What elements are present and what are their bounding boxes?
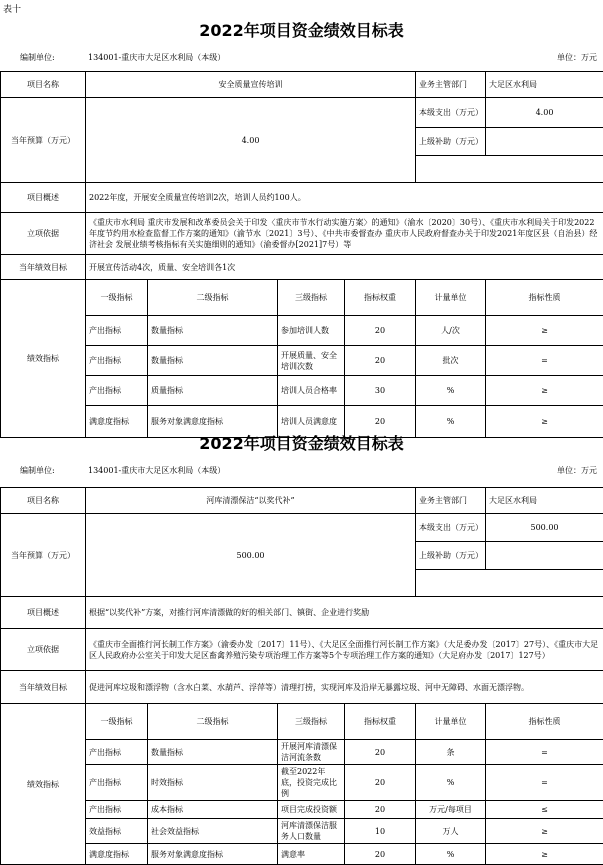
money-unit: 单位：万元 bbox=[557, 465, 597, 476]
indicator-cell: 人/次 bbox=[416, 316, 486, 346]
indicator-cell: 产出指标 bbox=[86, 765, 148, 801]
indicator-cell: 效益指标 bbox=[86, 819, 148, 844]
budget-value: 4.00 bbox=[86, 98, 416, 183]
indicator-cell: 20 bbox=[345, 346, 416, 376]
unit-value: 134001-重庆市大足区水利局（本级） bbox=[88, 52, 225, 63]
indicator-cell: 服务对象满意度指标 bbox=[148, 406, 278, 438]
goal-label: 当年绩效目标 bbox=[1, 671, 86, 704]
overview-text: 根据“以奖代补”方案，对推行河库清漂做的好的相关部门、镇街、企业进行奖励 bbox=[86, 597, 603, 629]
column-header: 指标性质 bbox=[486, 280, 603, 316]
indicator-row bbox=[1, 801, 603, 819]
own-expense-label: 本级支出（万元） bbox=[416, 98, 486, 128]
indicator-cell: 满意度指标 bbox=[86, 406, 148, 438]
own-expense-value: 4.00 bbox=[486, 98, 603, 128]
indicator-cell: ≤ bbox=[486, 801, 603, 819]
unit-label: 编制单位: bbox=[20, 52, 55, 63]
blank-cell bbox=[416, 156, 603, 183]
indicator-cell: 开展质量、安全培训次数 bbox=[278, 346, 345, 376]
blank-cell bbox=[416, 570, 603, 597]
indicator-cell: % bbox=[416, 406, 486, 438]
indicator-cell: % bbox=[416, 376, 486, 406]
project-name-label: 项目名称 bbox=[1, 72, 86, 98]
column-header: 指标权重 bbox=[345, 704, 416, 740]
perf-label: 绩效指标 bbox=[1, 704, 86, 865]
project-name: 安全质量宣传培训 bbox=[86, 72, 416, 98]
indicator-cell: 万元/每项目 bbox=[416, 801, 486, 819]
column-header: 指标性质 bbox=[486, 704, 603, 740]
indicator-cell: % bbox=[416, 765, 486, 801]
indicator-cell: 20 bbox=[345, 316, 416, 346]
indicator-cell: 产出指标 bbox=[86, 346, 148, 376]
indicator-cell: 批次 bbox=[416, 346, 486, 376]
basis-text: 《重庆市全面推行河长制工作方案》（渝委办发〔2017〕11号）、《大足区全面推行河长制工作方案》（大足委办发〔2017〕27号）、《重庆市大足区人民政府办公室关于印发大足区畜禽养殖污染专项治理工作方案等5个专项治理工作方案的通知》（大足府办发〔2017〕127号） bbox=[86, 629, 603, 671]
column-header: 计量单位 bbox=[416, 280, 486, 316]
indicator-cell: 产出指标 bbox=[86, 740, 148, 765]
table-title: 2022年项目资金绩效目标表 bbox=[0, 18, 603, 41]
dept-label: 业务主管部门 bbox=[416, 488, 486, 514]
indicator-cell: 数量指标 bbox=[148, 316, 278, 346]
dept-label: 业务主管部门 bbox=[416, 72, 486, 98]
own-expense-label: 本级支出（万元） bbox=[416, 514, 486, 542]
indicator-cell: 万人 bbox=[416, 819, 486, 844]
overview-label: 项目概述 bbox=[1, 597, 86, 629]
column-header: 二级指标 bbox=[148, 704, 278, 740]
indicator-cell: 参加培训人数 bbox=[278, 316, 345, 346]
indicator-cell: 条 bbox=[416, 740, 486, 765]
basis-text: 《重庆市水利局 重庆市发展和改革委员会关于印发〈重庆市节水行动实施方案〉的通知》（渝水〔2020〕30号）、《重庆市水利局关于印发2022年度节约用水检查监督工作方案的通知》（渝节水〔2021〕3号）、《中共市委督查办 重庆市人民政府督查办关于印发2021年度区县（自治县）经济社会 发展业绩考核指标有关实施细则的通知》（渝委督办[2021]7号）等 bbox=[86, 213, 603, 255]
meta-row bbox=[0, 465, 603, 477]
indicator-cell: ≥ bbox=[486, 376, 603, 406]
indicator-row bbox=[1, 844, 603, 865]
indicator-cell: 社会效益指标 bbox=[148, 819, 278, 844]
budget-label: 当年预算（万元） bbox=[1, 98, 86, 183]
indicator-cell: = bbox=[486, 346, 603, 376]
indicator-cell: 河库清漂保洁服务人口数量 bbox=[278, 819, 345, 844]
indicator-row bbox=[1, 376, 603, 406]
indicator-cell: 20 bbox=[345, 844, 416, 865]
budget-value: 500.00 bbox=[86, 514, 416, 597]
money-unit: 单位：万元 bbox=[557, 52, 597, 63]
indicator-cell: = bbox=[486, 765, 603, 801]
indicator-cell: 产出指标 bbox=[86, 316, 148, 346]
upper-subsidy-value bbox=[486, 542, 603, 570]
goal-text: 开展宣传活动4次，质量、安全培训各1次 bbox=[86, 255, 603, 280]
goal-text: 促进河库垃圾和漂浮物（含水白菜、水葫芦、浮萍等）清理打捞，实现河库及沿岸无暴露垃圾、河中无障碍、水面无漂浮物。 bbox=[86, 671, 603, 704]
indicator-row bbox=[1, 346, 603, 376]
goal-label: 当年绩效目标 bbox=[1, 255, 86, 280]
dept-value: 大足区水利局 bbox=[486, 72, 603, 98]
indicator-cell: 时效指标 bbox=[148, 765, 278, 801]
unit-label: 编制单位: bbox=[20, 465, 55, 476]
indicator-cell: 项目完成投资额 bbox=[278, 801, 345, 819]
indicator-row bbox=[1, 740, 603, 765]
indicator-cell: = bbox=[486, 740, 603, 765]
indicator-cell: ≥ bbox=[486, 819, 603, 844]
budget-label: 当年预算（万元） bbox=[1, 514, 86, 597]
indicator-cell: 开展河库清漂保洁河流条数 bbox=[278, 740, 345, 765]
indicator-cell: 截至2022年底，投资完成比例 bbox=[278, 765, 345, 801]
column-header: 三级指标 bbox=[278, 280, 345, 316]
meta-row bbox=[0, 52, 603, 64]
target-table bbox=[0, 71, 603, 438]
indicator-cell: ≥ bbox=[486, 316, 603, 346]
unit-value: 134001-重庆市大足区水利局（本级） bbox=[88, 465, 225, 476]
indicator-cell: 质量指标 bbox=[148, 376, 278, 406]
column-header: 计量单位 bbox=[416, 704, 486, 740]
column-header: 一级指标 bbox=[86, 280, 148, 316]
upper-subsidy-label: 上级补助（万元） bbox=[416, 542, 486, 570]
indicator-cell: ≥ bbox=[486, 406, 603, 438]
perf-label: 绩效指标 bbox=[1, 280, 86, 438]
indicator-cell: 产出指标 bbox=[86, 376, 148, 406]
target-table bbox=[0, 487, 603, 865]
overview-label: 项目概述 bbox=[1, 183, 86, 213]
indicator-cell: 产出指标 bbox=[86, 801, 148, 819]
dept-value: 大足区水利局 bbox=[486, 488, 603, 514]
indicator-row bbox=[1, 819, 603, 844]
indicator-cell: 数量指标 bbox=[148, 346, 278, 376]
indicator-cell: 20 bbox=[345, 740, 416, 765]
indicator-cell: 数量指标 bbox=[148, 740, 278, 765]
indicator-cell: 满意度指标 bbox=[86, 844, 148, 865]
indicator-cell: 培训人员合格率 bbox=[278, 376, 345, 406]
indicator-cell: 20 bbox=[345, 801, 416, 819]
indicator-cell: 20 bbox=[345, 765, 416, 801]
indicator-cell: % bbox=[416, 844, 486, 865]
column-header: 二级指标 bbox=[148, 280, 278, 316]
table-title: 2022年项目资金绩效目标表 bbox=[0, 431, 603, 454]
indicator-cell: 成本指标 bbox=[148, 801, 278, 819]
indicator-cell: 30 bbox=[345, 376, 416, 406]
overview-text: 2022年度，开展安全质量宣传培训2次，培训人员约100人。 bbox=[86, 183, 603, 213]
indicator-cell: ≥ bbox=[486, 844, 603, 865]
basis-label: 立项依据 bbox=[1, 629, 86, 671]
own-expense-value: 500.00 bbox=[486, 514, 603, 542]
project-name: 河库清漂保洁“以奖代补” bbox=[86, 488, 416, 514]
upper-subsidy-value bbox=[486, 128, 603, 156]
basis-label: 立项依据 bbox=[1, 213, 86, 255]
indicator-cell: 满意率 bbox=[278, 844, 345, 865]
project-name-label: 项目名称 bbox=[1, 488, 86, 514]
column-header: 指标权重 bbox=[345, 280, 416, 316]
corner-label: 表十 bbox=[3, 2, 21, 15]
indicator-cell: 20 bbox=[345, 406, 416, 438]
indicator-row bbox=[1, 316, 603, 346]
indicator-cell: 服务对象满意度指标 bbox=[148, 844, 278, 865]
indicator-row bbox=[1, 765, 603, 801]
column-header: 三级指标 bbox=[278, 704, 345, 740]
upper-subsidy-label: 上级补助（万元） bbox=[416, 128, 486, 156]
column-header: 一级指标 bbox=[86, 704, 148, 740]
indicator-cell: 培训人员满意度 bbox=[278, 406, 345, 438]
indicator-cell: 10 bbox=[345, 819, 416, 844]
